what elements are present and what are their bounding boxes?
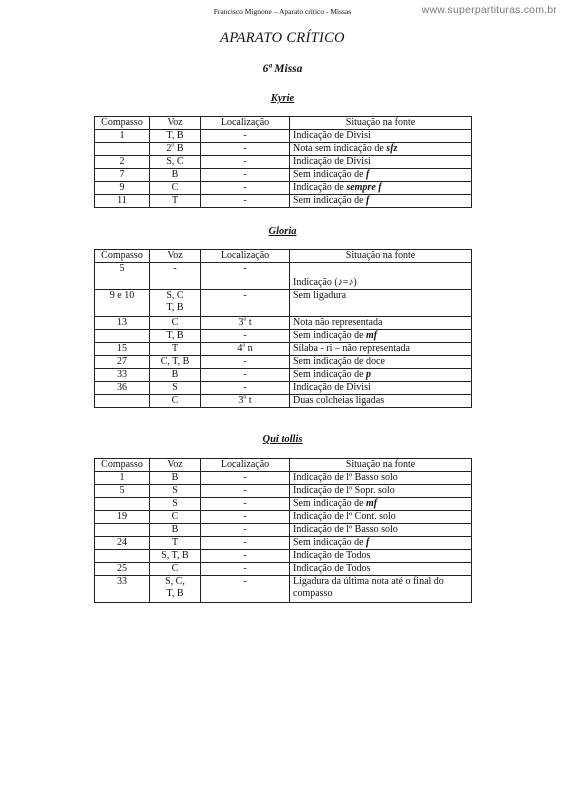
- cell-situacao: [290, 290, 472, 317]
- voz-line: B: [171, 524, 179, 535]
- voz-line: T: [171, 195, 179, 206]
- situacao-text: Nota sem indicação de: [293, 143, 387, 154]
- header-compasso: Compasso: [95, 117, 150, 130]
- cell-localizacao: -: [201, 511, 290, 524]
- header-localizacao: Localização: [201, 459, 290, 472]
- cell-compasso: 25: [95, 563, 150, 576]
- cell-localizacao: 4$^a$ n: [201, 343, 290, 356]
- situacao-text: Sem indicação de: [293, 498, 367, 509]
- table-row: [95, 498, 472, 511]
- cell-localizacao: -: [201, 369, 290, 382]
- situacao-text: Indicação de Divisi: [293, 130, 371, 141]
- cell-voz: [150, 498, 201, 511]
- cell-compasso: 9 e 10: [95, 290, 150, 317]
- voz-line: C, T, B: [160, 356, 190, 367]
- cell-situacao: [290, 550, 472, 563]
- table-row: [95, 537, 472, 550]
- table-row: [95, 130, 472, 143]
- table-row: [95, 343, 472, 356]
- header-compasso: Compasso: [95, 250, 150, 263]
- situacao-text: Sem indicação de: [293, 169, 367, 180]
- situacao-text: Sem indicação de: [293, 537, 367, 548]
- voz-line: S, T, B: [161, 550, 189, 561]
- cell-voz: [150, 317, 201, 330]
- cell-localizacao: -: [201, 382, 290, 395]
- cell-compasso: 33: [95, 369, 150, 382]
- table-row: [95, 550, 472, 563]
- situacao-text: Indicação de: [293, 182, 347, 193]
- cell-compasso: 5: [95, 485, 150, 498]
- situacao-text: Indicação de lº Basso solo: [293, 524, 398, 535]
- cell-compasso: 5: [95, 263, 150, 290]
- dynamic-marking: f: [366, 537, 370, 548]
- cell-localizacao: -: [201, 485, 290, 498]
- cell-voz: [150, 395, 201, 408]
- situacao-text: Indicação de Todos: [293, 550, 371, 561]
- cell-voz: [150, 369, 201, 382]
- table-row: [95, 317, 472, 330]
- header-situacao: Situação na fonte: [290, 459, 472, 472]
- cell-situacao: [290, 195, 472, 208]
- cell-localizacao: -: [201, 537, 290, 550]
- dynamic-marking: f: [366, 169, 370, 180]
- cell-compasso: 13: [95, 317, 150, 330]
- voz-line: T, B: [166, 330, 184, 341]
- cell-compasso: [95, 524, 150, 537]
- voz-line: T, B: [166, 130, 184, 141]
- cell-situacao: [290, 317, 472, 330]
- cell-compasso: [95, 550, 150, 563]
- dynamic-marking: mf: [366, 330, 378, 341]
- cell-compasso: 11: [95, 195, 150, 208]
- cell-situacao: [290, 382, 472, 395]
- cell-voz: [150, 563, 201, 576]
- situacao-text: Sem indicação de: [293, 330, 367, 341]
- cell-compasso: 1: [95, 130, 150, 143]
- cell-voz: [150, 472, 201, 485]
- situacao-text: Duas colcheias ligadas: [293, 395, 385, 406]
- cell-compasso: 9: [95, 182, 150, 195]
- situacao-text: Sem indicação de doce: [293, 356, 385, 367]
- cell-voz: [150, 290, 201, 317]
- cell-situacao: [290, 369, 472, 382]
- situacao-text: Indicação de Todos: [293, 563, 371, 574]
- cell-localizacao: -: [201, 498, 290, 511]
- situacao-text: Sem indicação de: [293, 195, 367, 206]
- header-row: [95, 117, 472, 130]
- dynamic-marking: f: [366, 195, 370, 206]
- table-row: [95, 511, 472, 524]
- cell-situacao: [290, 156, 472, 169]
- situacao-text: Indicação de Divisi: [293, 382, 371, 393]
- voz-line-2: T, B: [166, 302, 184, 313]
- cell-localizacao: -: [201, 472, 290, 485]
- cell-voz: [150, 537, 201, 550]
- cell-situacao: [290, 498, 472, 511]
- header-situacao: Situação na fonte: [290, 250, 472, 263]
- table-row: [95, 563, 472, 576]
- dynamic-marking: sempre f: [346, 182, 382, 193]
- table-row: [95, 169, 472, 182]
- voz-line: S, C: [166, 290, 184, 301]
- voz-line: T: [171, 343, 179, 354]
- cell-voz: [150, 195, 201, 208]
- cell-voz: [150, 576, 201, 603]
- cell-localizacao: -: [201, 330, 290, 343]
- situacao-text: Indicação de lº Cont. solo: [293, 511, 396, 522]
- header-localizacao: Localização: [201, 250, 290, 263]
- voz-line: C: [171, 511, 179, 522]
- cell-voz: [150, 511, 201, 524]
- mass-subtitle: 6ª Missa: [262, 63, 303, 75]
- cell-voz: [150, 550, 201, 563]
- site-watermark: www.superpartituras.com.br: [421, 4, 557, 16]
- table-row: [95, 263, 472, 290]
- situacao-text: Indicação de Divisi: [293, 156, 371, 167]
- cell-situacao: [290, 143, 472, 156]
- table-qui-tollis: [94, 458, 472, 603]
- cell-localizacao: -: [201, 169, 290, 182]
- table-kyrie: [94, 116, 472, 208]
- voz-line: T: [171, 537, 179, 548]
- cell-localizacao: 3$^o$ t: [201, 317, 290, 330]
- cell-compasso: 24: [95, 537, 150, 550]
- section-title-kyrie: Kyrie: [270, 93, 295, 104]
- cell-compasso: [95, 498, 150, 511]
- cell-localizacao: -: [201, 563, 290, 576]
- cell-compasso: [95, 395, 150, 408]
- cell-voz: [150, 524, 201, 537]
- cell-voz: [150, 156, 201, 169]
- cell-situacao: [290, 343, 472, 356]
- header-situacao: Situação na fonte: [290, 117, 472, 130]
- voz-line: C: [171, 563, 179, 574]
- cell-situacao: [290, 524, 472, 537]
- cell-localizacao: -: [201, 356, 290, 369]
- cell-situacao: [290, 356, 472, 369]
- table-row: [95, 576, 472, 603]
- voz-line: S: [172, 498, 178, 509]
- cell-compasso: 19: [95, 511, 150, 524]
- cell-situacao: [290, 263, 472, 290]
- header-voz: Voz: [150, 117, 201, 130]
- cell-situacao: [290, 182, 472, 195]
- situacao-text: Indicação de lº Sopr. solo: [293, 485, 395, 496]
- cell-localizacao: -: [201, 130, 290, 143]
- cell-voz: [150, 143, 201, 156]
- table-row: [95, 382, 472, 395]
- cell-voz: [150, 343, 201, 356]
- cell-compasso: 36: [95, 382, 150, 395]
- voz-line: S, C,: [165, 576, 185, 587]
- cell-situacao: [290, 472, 472, 485]
- cell-voz: [150, 485, 201, 498]
- table-row: [95, 330, 472, 343]
- table-row: [95, 195, 472, 208]
- cell-compasso: 33: [95, 576, 150, 603]
- situacao-text: Indicação de lº Basso solo: [293, 472, 398, 483]
- cell-situacao: [290, 169, 472, 182]
- voz-line: B: [171, 472, 179, 483]
- voz-line: C: [171, 395, 179, 406]
- cell-situacao: [290, 130, 472, 143]
- cell-voz: [150, 330, 201, 343]
- cell-localizacao: -: [201, 143, 290, 156]
- voz-line: B: [171, 369, 179, 380]
- dynamic-marking: sfz: [386, 143, 398, 154]
- voz-line-2: T, B: [166, 588, 184, 599]
- cell-voz: [150, 356, 201, 369]
- table-row: [95, 290, 472, 317]
- table-row: [95, 156, 472, 169]
- cell-compasso: [95, 143, 150, 156]
- header-voz: Voz: [150, 459, 201, 472]
- cell-compasso: 2: [95, 156, 150, 169]
- page-title: APARATO CRÍTICO: [220, 30, 345, 46]
- situacao-text: Sílaba - ri – não representada: [293, 343, 410, 354]
- cell-compasso: 27: [95, 356, 150, 369]
- cell-compasso: 7: [95, 169, 150, 182]
- voz-line: S: [172, 485, 178, 496]
- situacao-text: Sem indicação de: [293, 369, 367, 380]
- table-row: [95, 472, 472, 485]
- cell-localizacao: -: [201, 263, 290, 290]
- cell-localizacao: -: [201, 290, 290, 317]
- cell-compasso: 15: [95, 343, 150, 356]
- situacao-text: Nota não representada: [293, 317, 383, 328]
- cell-situacao: [290, 576, 472, 603]
- cell-situacao: [290, 330, 472, 343]
- voz-line: -: [173, 263, 177, 274]
- situacao-text: Ligadura da última nota até o final do: [293, 576, 444, 587]
- header-voz: Voz: [150, 250, 201, 263]
- table-row: [95, 485, 472, 498]
- cell-localizacao: -: [201, 576, 290, 603]
- cell-voz: [150, 182, 201, 195]
- situacao-text: Indicação (♪=♪): [293, 277, 357, 288]
- cell-localizacao: -: [201, 550, 290, 563]
- cell-localizacao: -: [201, 156, 290, 169]
- header-row: [95, 459, 472, 472]
- voz-line: B: [171, 169, 179, 180]
- cell-voz: [150, 169, 201, 182]
- table-row: [95, 356, 472, 369]
- dynamic-marking: p: [366, 369, 372, 380]
- voz-line: S: [172, 382, 178, 393]
- cell-situacao: [290, 395, 472, 408]
- cell-voz: [150, 382, 201, 395]
- cell-localizacao: -: [201, 524, 290, 537]
- situacao-text: Sem ligadura: [293, 290, 347, 301]
- cell-situacao: [290, 511, 472, 524]
- cell-compasso: [95, 330, 150, 343]
- voz-line: S, C: [166, 156, 184, 167]
- header-row: [95, 250, 472, 263]
- cell-situacao: [290, 563, 472, 576]
- header-compasso: Compasso: [95, 459, 150, 472]
- voz-line: C: [171, 317, 179, 328]
- situacao-text-2: compasso: [293, 588, 333, 599]
- table-row: [95, 395, 472, 408]
- voz-line: C: [171, 182, 179, 193]
- cell-localizacao: -: [201, 182, 290, 195]
- table-row: [95, 143, 472, 156]
- table-row: [95, 524, 472, 537]
- section-title-qui-tollis: Qui tollis: [262, 434, 303, 445]
- running-header: Francisco Mignone – Aparato crítico - Missas: [213, 7, 352, 16]
- cell-situacao: [290, 537, 472, 550]
- section-title-gloria: Gloria: [268, 226, 297, 237]
- cell-voz: [150, 263, 201, 290]
- cell-situacao: [290, 485, 472, 498]
- dynamic-marking: mf: [366, 498, 378, 509]
- table-row: [95, 369, 472, 382]
- cell-localizacao: -: [201, 195, 290, 208]
- table-row: [95, 182, 472, 195]
- table-gloria: [94, 249, 472, 408]
- header-localizacao: Localização: [201, 117, 290, 130]
- voz-line: 2$^o$ B: [166, 142, 184, 154]
- cell-voz: [150, 130, 201, 143]
- cell-localizacao: 3$^o$ t: [201, 395, 290, 408]
- cell-compasso: 1: [95, 472, 150, 485]
